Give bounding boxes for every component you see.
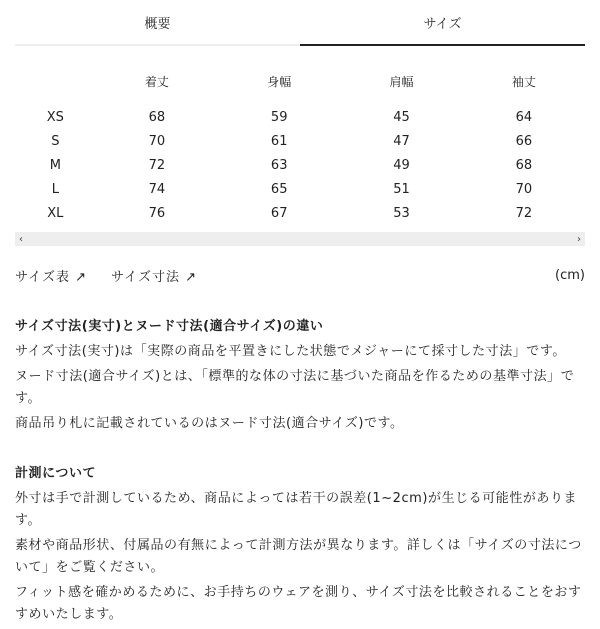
table-row xyxy=(15,177,585,201)
size-measurement-link[interactable] xyxy=(111,266,197,285)
paragraph: サイズ寸法(実寸)は「実際の商品を平置きにした状態でメジャーにて採寸した寸法」です。 xyxy=(15,344,566,359)
size-label: XL xyxy=(47,205,64,221)
table-cell: 68 xyxy=(148,109,166,125)
table-cell: 74 xyxy=(148,181,166,197)
tab-size[interactable]: サイズ xyxy=(300,0,585,46)
external-arrow-icon: ↗ xyxy=(185,270,198,285)
table-cell: 64 xyxy=(515,109,533,125)
size-label: XS xyxy=(46,109,64,125)
size-label: M xyxy=(49,157,61,173)
size-label: S xyxy=(51,133,60,149)
column-header xyxy=(15,68,96,94)
size-chart-link[interactable] xyxy=(15,266,87,285)
table-row xyxy=(15,153,585,177)
paragraph: 素材や商品形状、付属品の有無によって計測方法が異なります。詳しくは「サイズの寸法について」をご覧ください。 xyxy=(15,538,582,575)
external-arrow-icon: ↗ xyxy=(75,270,88,285)
column-header: 袖丈 xyxy=(511,74,536,89)
table-cell: 59 xyxy=(270,109,288,125)
table-row xyxy=(15,201,585,225)
unit-label: (cm) xyxy=(555,268,585,283)
column-header: 着丈 xyxy=(144,74,169,89)
table-cell: 45 xyxy=(393,109,410,125)
table-cell: 68 xyxy=(515,157,533,173)
column-header: 身幅 xyxy=(267,74,292,89)
scroll-left-icon[interactable]: ‹ xyxy=(19,233,23,245)
section-heading: サイズ寸法(実寸)とヌード寸法(適合サイズ)の違い xyxy=(15,319,324,334)
link-label: サイズ寸法 xyxy=(111,270,180,285)
table-row xyxy=(15,129,585,153)
table-cell: 63 xyxy=(270,157,288,173)
paragraph: 商品吊り札に記載されているのはヌード寸法(適合サイズ)です。 xyxy=(15,416,404,431)
paragraph: 外寸は手で計測しているため、商品によっては若干の誤差(1~2cm)が生じる可能性があります。 xyxy=(15,491,578,528)
tab-overview[interactable]: 概要 xyxy=(15,0,300,46)
paragraph: ヌード寸法(適合サイズ)とは、「標準的な体の寸法に基づいた商品を作るための基準寸法」です。 xyxy=(15,369,575,406)
link-label: サイズ表 xyxy=(15,270,70,285)
table-cell: 70 xyxy=(515,181,533,197)
table-cell: 70 xyxy=(148,133,166,149)
table-cell: 49 xyxy=(393,157,410,173)
table-cell: 61 xyxy=(270,133,288,149)
size-table xyxy=(15,68,585,225)
scroll-right-icon[interactable]: › xyxy=(577,233,581,245)
table-cell: 76 xyxy=(148,205,166,221)
table-cell: 66 xyxy=(515,133,533,149)
paragraph: フィット感を確かめるために、お手持ちのウェアを測り、サイズ寸法を比較されることをおすすめいたします。 xyxy=(15,585,582,622)
column-header: 肩幅 xyxy=(389,74,414,89)
table-cell: 72 xyxy=(515,205,533,221)
tab-bar xyxy=(15,0,585,46)
table-cell: 47 xyxy=(393,133,410,149)
section-heading: 計測について xyxy=(15,466,97,481)
size-label: L xyxy=(51,181,59,197)
table-row xyxy=(15,105,585,129)
size-links xyxy=(15,266,585,285)
size-notes xyxy=(15,316,587,629)
table-cell: 72 xyxy=(148,157,166,173)
table-cell: 51 xyxy=(393,181,410,197)
table-scrollbar[interactable] xyxy=(15,232,585,246)
table-cell: 65 xyxy=(270,181,288,197)
table-cell: 67 xyxy=(270,205,288,221)
table-cell: 53 xyxy=(393,205,410,221)
